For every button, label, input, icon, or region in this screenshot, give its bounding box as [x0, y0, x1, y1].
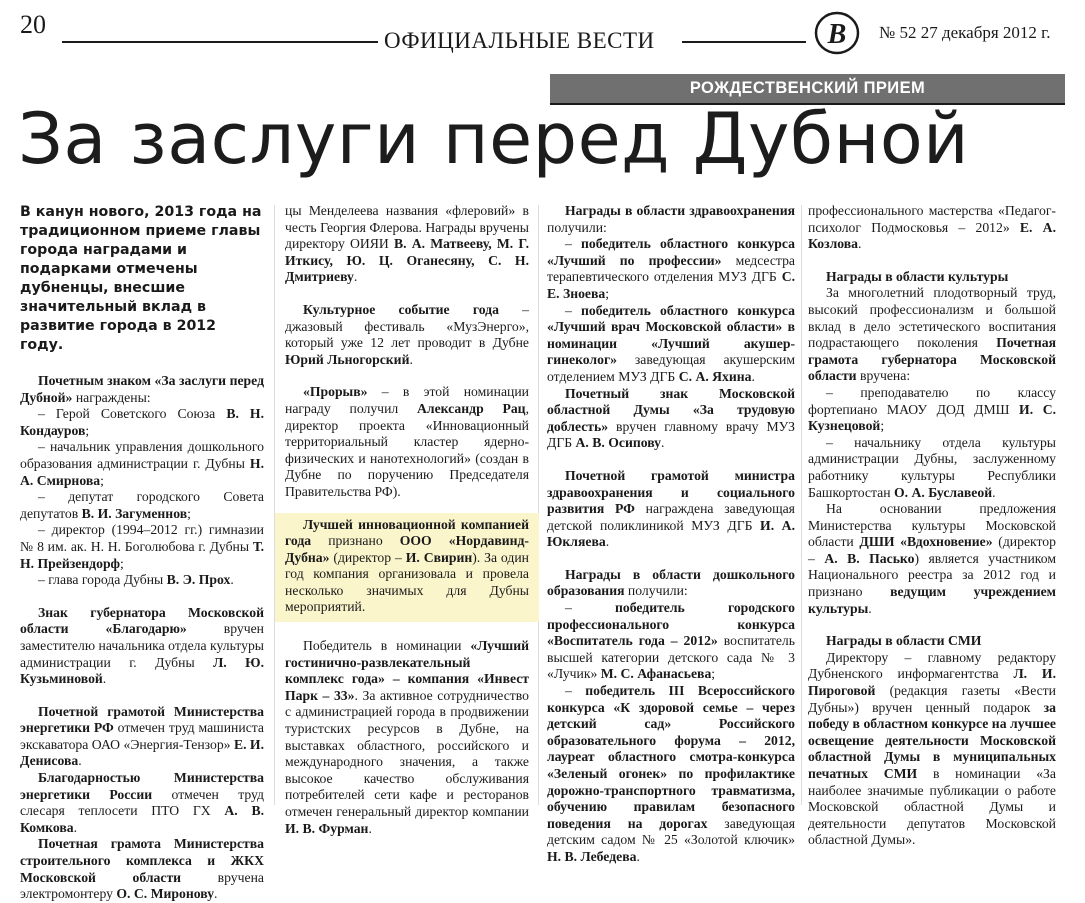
- column-divider: [538, 205, 539, 805]
- paragraph: Культурное событие года – джазовый фестиваль «МузЭнерго», который уже 12 лет проводит в Дубне Юрий Льногорский.: [285, 301, 530, 367]
- paragraph: – начальник управления дошкольного образования администрации г. Дубны Н. А. Смирнова;: [20, 439, 264, 488]
- paragraph: Награды в области здравоохранения получили:: [547, 203, 795, 235]
- article-column-3: [547, 203, 796, 864]
- paragraph: Награды в области дошкольного образования получили:: [547, 566, 795, 599]
- article-column-2: [285, 203, 530, 836]
- rubric-label: РОЖДЕСТВЕНСКИЙ ПРИЕМ: [550, 74, 1065, 103]
- column-divider: [274, 205, 275, 805]
- article-column-1: [20, 203, 264, 902]
- paragraph: профессионального мастерства «Педагог-психолог Подмосковья – 2012» Е. А. Козлова.: [808, 203, 1056, 252]
- header-rule-right: [682, 41, 806, 43]
- highlighted-block: [275, 513, 539, 623]
- paragraph: Знак губернатора Московской области «Благодарю» вручен заместителю начальника отдела культуры администрации г. Дубны Л. Ю. Кузьминовой.: [20, 604, 264, 687]
- paragraph: На основании предложения Министерства культуры Московской области ДШИ «Вдохновение» (директор – А. В. Пасько) является участником Национального реестра за 2012 год и признано ведущим учреждением культуры.: [808, 501, 1056, 616]
- paragraph: – депутат городского Совета депутатов В. И. Загуменнов;: [20, 489, 264, 521]
- paragraph: Почетной грамотой Министерства энергетики РФ отмечен труд машиниста экскаватора ОАО «Энергия-Тензор» Е. И. Денисова.: [20, 703, 264, 769]
- paragraph: – Герой Советского Союза В. Н. Кондауров;: [20, 406, 264, 438]
- paragraph: Победитель в номинации «Лучший гостинично-развлекательный комплекс года» – компания «Инвест Парк – 33». За активное сотрудничество с администрацией города в продвижении туристских ресурсов в Дубне, на выставках областного, российского и международного значения, а также высокое качество обслуживания потребителей сети кафе и ресторанов отмечен генеральный директор компании И. В. Фурман.: [285, 638, 529, 836]
- column-divider: [801, 205, 802, 805]
- paragraph: Почетный знак Московской областной Думы «За трудовую доблесть» вручен главному врачу МУЗ ДГБ А. В. Осипову.: [547, 385, 795, 451]
- paragraph: – преподавателю по классу фортепиано МАОУ ДОД ДМШ И. С. Кузнецовой;: [808, 384, 1057, 434]
- paragraph: Лучшей инновационной компанией года признано ООО «Нордавинд-Дубна» (директор – И. Свирин). За один год компания организовала и провела несколько значимых для Дубны мероприятий.: [285, 516, 529, 615]
- section-heading: Награды в области СМИ: [826, 633, 982, 649]
- paragraph: Почетная грамота Министерства строительного комплекса и ЖКХ Московской области вручена электромонтеру О. С. Миронову.: [20, 836, 264, 902]
- paragraph: Почетным знаком «За заслуги перед Дубной» награждены:: [20, 373, 264, 405]
- section-heading: Награды в области культуры: [826, 268, 1009, 284]
- paragraph: – победитель областного конкурса «Лучший врач Московской области» в номинации «Лучший акушер-гинеколог» заведующая акушерским отделением МУЗ ДГБ С. А. Яхина.: [547, 302, 795, 384]
- paragraph: За многолетний плодотворный труд, высокий профессионализм и большой вклад в дело эстетического воспитания подрастающего поколения Почетная грамота губернатора Московской области вручена:: [808, 285, 1056, 384]
- paragraph: «Прорыв» – в этой номинации награду получил Александр Рац, директор проекта «Инновационный территориальный кластер ядерно-физических и нанотехнологий» (создан в Дубне по поручению Председателя Правительства РФ).: [285, 384, 529, 499]
- paragraph: – победитель городского профессионального конкурса «Воспитатель года – 2012» воспитатель высшей категории детского сада № 3 «Лучик» М. С. Афанасьева;: [547, 600, 795, 682]
- article-column-4: [808, 203, 1057, 848]
- paragraph: – начальнику отдела культуры администрации Дубны, заслуженному работнику культуры Республики Башкортостан О. А. Буславеой.: [808, 434, 1056, 500]
- paragraph: Почетной грамотой министра здравоохранения и социального развития РФ награждена заведующая детской поликлиникой МУЗ ДГБ И. А. Юкляева.: [547, 467, 795, 550]
- paragraph: – победитель III Всероссийского конкурса «К здоровой семье – через детский сад» Российского образовательного форума – 2012, лауреат областного смотра-конкурса «Зеленый огонек» по профилактике дорожно-транспортного травматизма, обучению правилам безопасного поведения на дорогах заведующая детским садом № 25 «Золотой ключик» Н. В. Лебедева.: [547, 683, 796, 864]
- paragraph: – победитель областного конкурса «Лучший по профессии» медсестра терапевтического отделения МУЗ ДГБ С. Е. Зноева;: [547, 236, 795, 301]
- paragraph: – глава города Дубны В. Э. Прох.: [38, 572, 234, 588]
- article-lead: В канун нового, 2013 года на традиционном приеме главы города наградами и подарками отмечены дубненцы, внесшие значительный вклад в развитие города в 2012 году.: [20, 204, 262, 353]
- issue-info: № 52 27 декабря 2012 г.: [879, 23, 1051, 42]
- newspaper-logo: [813, 10, 861, 56]
- paragraph: – директор (1994–2012 гг.) гимназии № 8 им. ак. Н. Н. Боголюбова г. Дубны Т. Н. Прейзендорф;: [20, 522, 264, 571]
- paragraph: Директору – главному редактору Дубненского информагентства Л. И. Пироговой (редакция газеты «Вести Дубны») вручен ценный подарок за победу в областном конкурсе на лучшее освещение деятельности Московской областной Думы в муниципальных печатных СМИ в номинации «За наиболее значимые публикации о работе Московской областной Думы и деятельности депутатов Московской областной Думы».: [808, 649, 1056, 848]
- publication-title: ОФИЦИАЛЬНЫЕ ВЕСТИ: [384, 28, 655, 53]
- article-headline: За заслуги перед Дубной: [18, 98, 970, 180]
- page-header: [0, 0, 1085, 58]
- page-number: 20: [20, 10, 46, 39]
- header-rule-left: [62, 41, 378, 43]
- paragraph: цы Менделеева названия «флеровий» в честь Георгия Флерова. Награды вручены директору ОИЯИ В. А. Матвееву, М. Г. Иткису, Ю. Ц. Оганесяну, С. Н. Дмитриеву.: [285, 203, 529, 285]
- logo-letter: В: [827, 19, 847, 50]
- paragraph: Благодарностью Министерства энергетики России отмечен труд слесаря теплосети ПТО ГХ А. В. Комкова.: [20, 770, 264, 835]
